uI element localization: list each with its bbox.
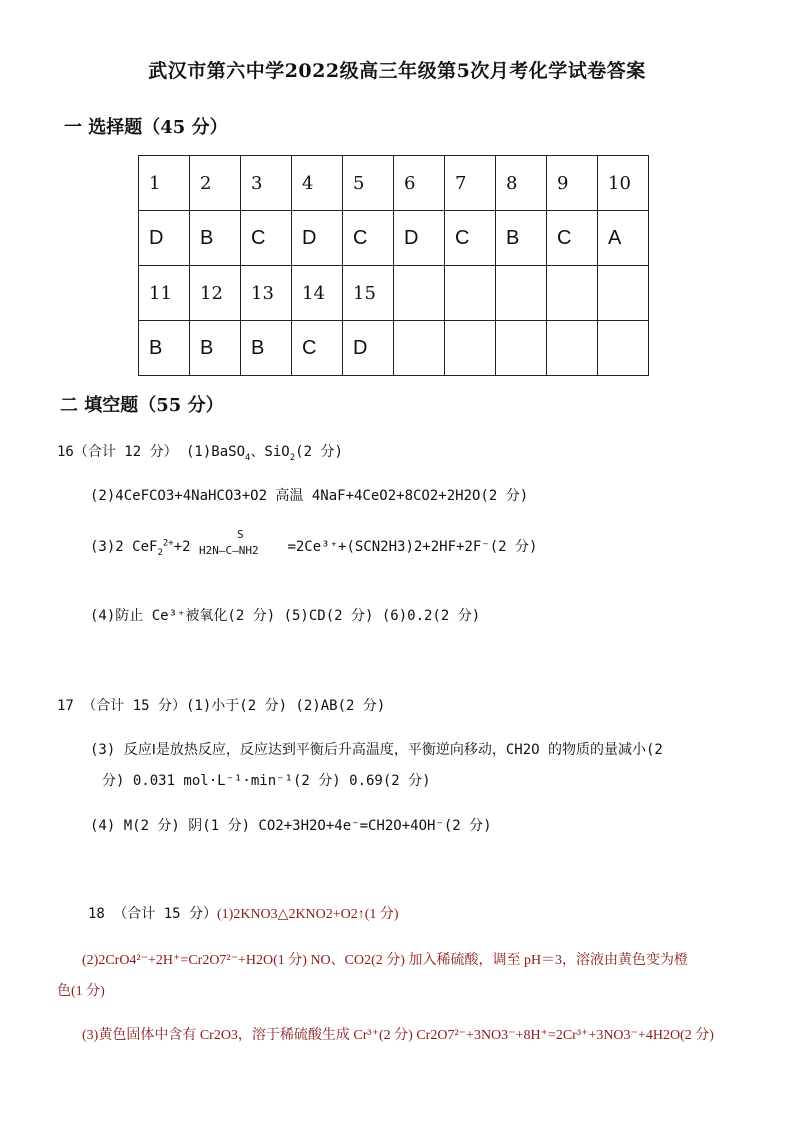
q16-line-2: (2)4CeFCO3+4NaHCO3+O2 高温 4NaF+4CeO2+8CO2+2H2O(2 分) bbox=[90, 488, 529, 504]
answer-table-cell: B bbox=[190, 321, 241, 376]
section-2-heading: 二 填空题（55 分） bbox=[60, 395, 224, 416]
thiourea-structure: S H2N—C—NH2 bbox=[199, 528, 259, 557]
q18-line-3: 色(1 分) bbox=[57, 984, 105, 999]
answer-table-cell: 8 bbox=[496, 156, 547, 211]
answer-table-cell: 14 bbox=[292, 266, 343, 321]
q16-line-4: (4)防止 Ce³⁺被氧化(2 分) (5)CD(2 分) (6)0.2(2 分) bbox=[90, 608, 481, 624]
q17-line-1: 17 （合计 15 分）(1)小于(2 分) (2)AB(2 分) bbox=[57, 698, 386, 714]
q18-line-2: (2)2CrO4²⁻+2H⁺=Cr2O7²⁻+H2O(1 分) NO、CO2(2 分) 加入稀硫酸，调至 pH＝3，溶液由黄色变为橙 bbox=[82, 953, 689, 968]
answer-table-cell: 4 bbox=[292, 156, 343, 211]
q16-line-1: 16（合计 12 分） (1)BaSO$_4$、SiO$_2$(2 分) bbox=[57, 444, 343, 463]
answer-table-cell: 2 bbox=[190, 156, 241, 211]
answer-table-cell: C bbox=[445, 211, 496, 266]
q18-line-1: 18 （合计 15 分）(1)2KNO3△2KNO2+O2↑(1 分) bbox=[88, 906, 399, 922]
q17-line-2: (3) 反应Ⅰ是放热反应，反应达到平衡后升高温度，平衡逆向移动，CH2O 的物质的量减小(2 bbox=[90, 742, 663, 758]
q18-line-4: (3)黄色固体中含有 Cr2O3，溶于稀硫酸生成 Cr³⁺(2 分) Cr2O7²⁻+3NO3⁻+8H⁺=2Cr³⁺+3NO3⁻+4H2O(2 分) bbox=[82, 1028, 714, 1043]
answer-table-cell: 15 bbox=[343, 266, 394, 321]
answer-table-cell: B bbox=[139, 321, 190, 376]
answer-table-cell: D bbox=[292, 211, 343, 266]
answer-table-row bbox=[139, 266, 649, 321]
answer-table-cell: B bbox=[190, 211, 241, 266]
answer-table-cell: C bbox=[292, 321, 343, 376]
answer-table-cell: A bbox=[598, 211, 649, 266]
answer-table-row bbox=[139, 211, 649, 266]
answer-table-cell: 11 bbox=[139, 266, 190, 321]
answer-table-cell: 10 bbox=[598, 156, 649, 211]
answer-table-cell bbox=[547, 321, 598, 376]
answer-table-cell bbox=[394, 321, 445, 376]
answer-table-cell: C bbox=[547, 211, 598, 266]
answer-table-cell: 13 bbox=[241, 266, 292, 321]
answer-table-cell: 6 bbox=[394, 156, 445, 211]
answer-table-cell: D bbox=[343, 321, 394, 376]
answer-table-cell: C bbox=[241, 211, 292, 266]
answer-table-cell: 3 bbox=[241, 156, 292, 211]
page-title: 武汉市第六中学2022级高三年级第5次月考化学试卷答案 bbox=[148, 60, 646, 82]
answer-table-cell: 7 bbox=[445, 156, 496, 211]
answer-table-cell bbox=[547, 266, 598, 321]
answer-table-cell bbox=[445, 266, 496, 321]
q17-line-4: (4) M(2 分) 阴(1 分) CO2+3H2O+4e⁻=CH2O+4OH⁻(2 分) bbox=[90, 818, 492, 834]
answer-table-cell: D bbox=[139, 211, 190, 266]
answer-table-cell bbox=[496, 321, 547, 376]
answer-table-row bbox=[139, 321, 649, 376]
answer-table-cell bbox=[496, 266, 547, 321]
answer-table-cell: D bbox=[394, 211, 445, 266]
answer-table-cell: 12 bbox=[190, 266, 241, 321]
answer-table-cell: 5 bbox=[343, 156, 394, 211]
answer-table-cell bbox=[445, 321, 496, 376]
answer-table-cell bbox=[598, 321, 649, 376]
answer-table-cell: B bbox=[496, 211, 547, 266]
answer-table-cell: B bbox=[241, 321, 292, 376]
q16-line-3: (3)2 CeF$_2^{2+}$+2 S H2N—C—NH2 =2Ce³⁺+(SCN2H3)2+2HF+2F⁻(2 分) bbox=[90, 528, 538, 558]
answer-table-cell bbox=[598, 266, 649, 321]
answer-table-cell: C bbox=[343, 211, 394, 266]
q17-line-3: 分) 0.031 mol·L⁻¹·min⁻¹(2 分) 0.69(2 分) bbox=[102, 773, 431, 789]
answer-table-cell: 1 bbox=[139, 156, 190, 211]
answer-table-cell bbox=[394, 266, 445, 321]
answer-table-cell: 9 bbox=[547, 156, 598, 211]
answer-table-row bbox=[139, 156, 649, 211]
answer-table bbox=[138, 155, 649, 376]
section-1-heading: 一 选择题（45 分） bbox=[64, 117, 228, 138]
